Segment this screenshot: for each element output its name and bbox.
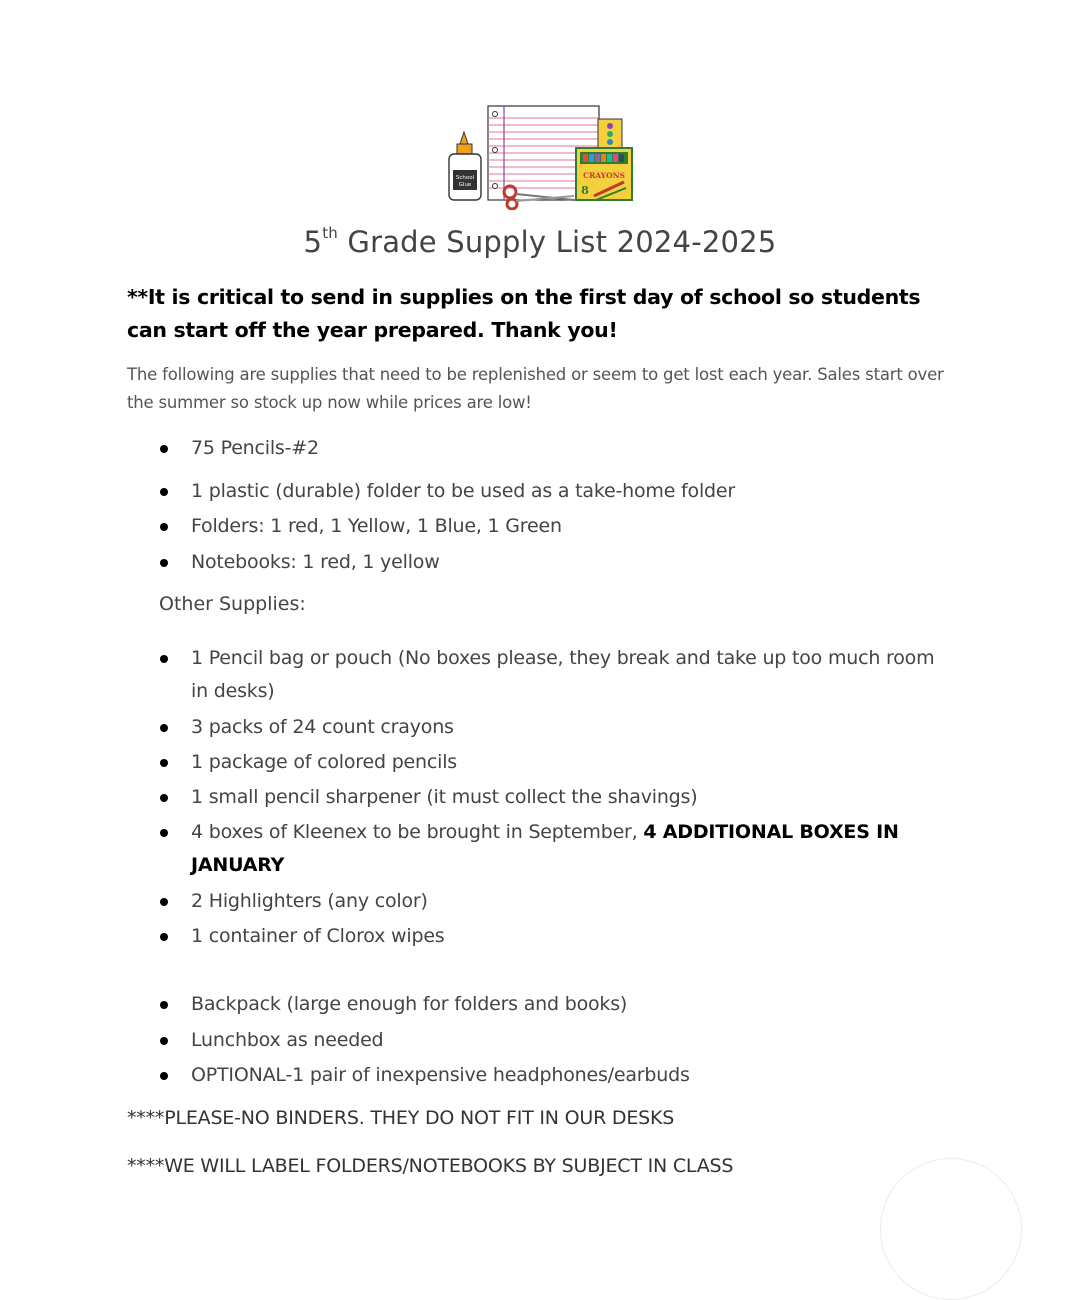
bullet-icon	[160, 1001, 168, 1009]
list-item: Backpack (large enough for folders and books)	[0, 988, 1011, 1021]
critical-note: **It is critical to send in supplies on the first day of school so students can start off the year prepared. Thank you!	[127, 285, 921, 342]
glue-bottle-icon	[449, 132, 481, 200]
list-item: Notebooks: 1 red, 1 yellow	[0, 546, 1011, 579]
bullet-icon	[160, 759, 168, 767]
bullet-icon	[160, 724, 168, 732]
bullet-icon	[160, 829, 168, 837]
list-item: 2 Highlighters (any color)	[0, 885, 1011, 918]
bullet-icon	[160, 488, 168, 496]
bullet-icon	[160, 933, 168, 941]
bullet-icon	[160, 1072, 168, 1080]
svg-text:CRAYONS: CRAYONS	[583, 171, 625, 180]
svg-text:Glue: Glue	[458, 182, 472, 188]
list-item: 75 Pencils-#2	[0, 432, 1011, 465]
list-item: Lunchbox as needed	[0, 1024, 1011, 1057]
bullet-icon	[160, 1037, 168, 1045]
school-supplies-clipart	[446, 104, 636, 210]
list-item: 1 container of Clorox wipes	[0, 920, 1011, 953]
list-item: 1 plastic (durable) folder to be used as a take-home folder	[0, 475, 1011, 508]
bullet-icon	[160, 523, 168, 531]
kleenex-emphasis: 4 ADDITIONAL BOXES IN JANUARY	[191, 821, 899, 876]
title-grade-number: 5	[303, 225, 323, 259]
other-supplies-heading: Other Supplies:	[159, 593, 306, 615]
decorative-arc	[880, 1158, 1022, 1300]
svg-text:School: School	[455, 175, 475, 181]
bullet-icon	[160, 655, 168, 663]
list-item: Folders: 1 red, 1 Yellow, 1 Blue, 1 Green	[0, 510, 1011, 543]
list-item: 3 packs of 24 count crayons	[0, 711, 1011, 744]
list-item: 1 small pencil sharpener (it must collect the shavings)	[0, 781, 1011, 814]
svg-text:8: 8	[581, 184, 589, 197]
page-title	[0, 224, 1080, 259]
notice-no-binders: ****PLEASE-NO BINDERS. THEY DO NOT FIT IN OUR DESKS	[127, 1107, 675, 1129]
bullet-icon	[160, 898, 168, 906]
list-item: 1 Pencil bag or pouch (No boxes please, they break and take up too much room in desks)	[0, 642, 1011, 708]
kleenex-text: 4 boxes of Kleenex to be brought in September,	[191, 821, 644, 843]
list-item	[0, 816, 1011, 882]
bullet-icon	[160, 794, 168, 802]
bullet-icon	[160, 559, 168, 567]
list-item: OPTIONAL-1 pair of inexpensive headphones/earbuds	[0, 1059, 1011, 1092]
bullet-icon	[160, 445, 168, 453]
title-superscript: th	[322, 224, 338, 242]
intro-paragraph: The following are supplies that need to be replenished or seem to get lost each year. Sales start over the summer so stock up now while prices are low!	[127, 365, 944, 412]
notice-labels: ****WE WILL LABEL FOLDERS/NOTEBOOKS BY SUBJECT IN CLASS	[127, 1155, 734, 1177]
list-item: 1 package of colored pencils	[0, 746, 1011, 779]
title-text: Grade Supply List 2024-2025	[337, 225, 777, 259]
